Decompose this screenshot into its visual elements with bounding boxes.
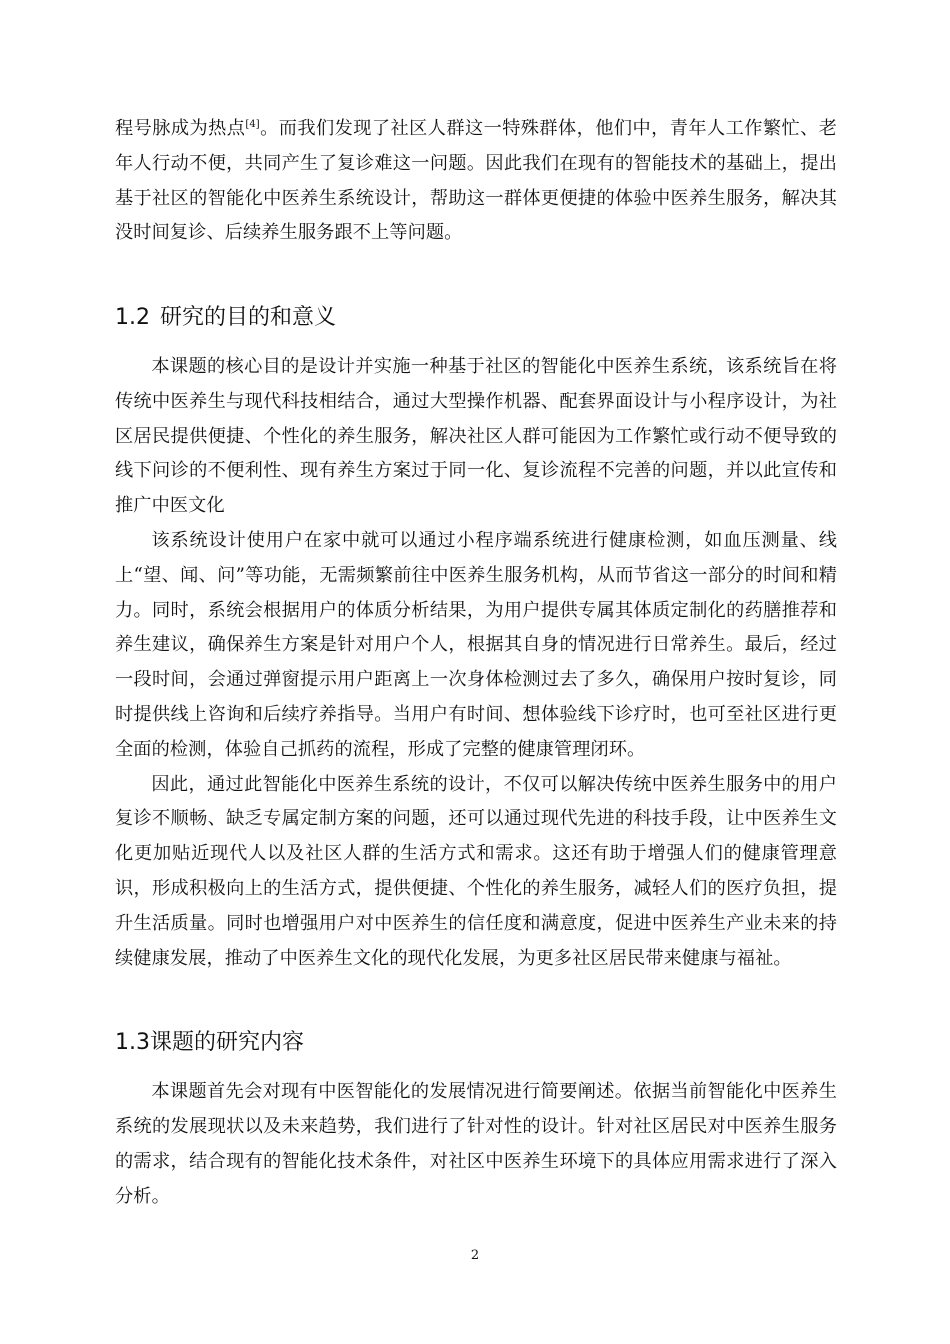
section-heading-1-3 xyxy=(115,1028,837,1058)
intro-text-after-citation: 。而我们发现了社区人群这一特殊群体，他们中，青年人工作繁忙、老年人行动不便，共同产生了复诊难这一问题。因此我们在现有的智能技术的基础上，提出基于社区的智能化中医养生系统设计，帮助这一群体更便捷的体验中医养生服务，解决其没时间复诊、后续养生服务跟不上等问题。 xyxy=(115,118,837,244)
section-1-3-paragraph-1: 本课题首先会对现有中医智能化的发展情况进行简要阐述。依据当前智能化中医养生系统的发展现状以及未来趋势，我们进行了针对性的设计。针对社区居民对中医养生服务的需求，结合现有的智能化技术条件，对社区中医养生环境下的具体应用需求进行了深入分析。 xyxy=(115,1081,837,1207)
document-page xyxy=(115,112,837,1215)
section-title: 课题的研究内容 xyxy=(150,1030,305,1056)
section-number: 1.3 xyxy=(115,1030,150,1056)
section-1-2-paragraph-1: 本课题的核心目的是设计并实施一种基于社区的智能化中医养生系统，该系统旨在将传统中医养生与现代科技相结合，通过大型操作机器、配套界面设计与小程序设计，为社区居民提供便捷、个性化的养生服务，解决社区人群可能因为工作繁忙或行动不便导致的线下问诊的不便利性、现有养生方案过于同一化、复诊流程不完善的问题，并以此宣传和推广中医文化 xyxy=(115,356,837,517)
section-number: 1.2 xyxy=(115,305,150,330)
intro-paragraph xyxy=(115,112,837,251)
page-number: 2 xyxy=(470,1248,480,1263)
section-1-2-paragraph-2: 该系统设计使用户在家中就可以通过小程序端系统进行健康检测，如血压测量、线上“望、闻、问”等功能，无需频繁前往中医养生服务机构，从而节省这一部分的时间和精力。同时，系统会根据用户的体质分析结果，为用户提供专属其体质定制化的药膳推荐和养生建议，确保养生方案是针对用户个人，根据其自身的情况进行日常养生。最后，经过一段时间，会通过弹窗提示用户距离上一次身体检测过去了多久，确保用户按时复诊，同时提供线上咨询和后续疗养指导。当用户有时间、想体验线下诊疗时，也可至社区进行更全面的检测，体验自己抓药的流程，形成了完整的健康管理闭环。 xyxy=(115,529,837,760)
section-1-2-paragraph-3: 因此，通过此智能化中医养生系统的设计，不仅可以解决传统中医养生服务中的用户复诊不顺畅、缺乏专属定制方案的问题，还可以通过现代先进的科技手段，让中医养生文化更加贴近现代人以及社区人群的生活方式和需求。这还有助于增强人们的健康管理意识，形成积极向上的生活方式，提供便捷、个性化的养生服务，减轻人们的医疗负担，提升生活质量。同时也增强用户对中医养生的信任度和满意度，促进中医养生产业未来的持续健康发展，推动了中医养生文化的现代化发展，为更多社区居民带来健康与福祉。 xyxy=(115,773,837,969)
section-title: 研究的目的和意义 xyxy=(160,305,337,330)
citation-marker: [4] xyxy=(245,118,260,130)
section-heading-1-2 xyxy=(115,303,837,333)
intro-text-before-citation: 程号脉成为热点 xyxy=(115,118,246,139)
